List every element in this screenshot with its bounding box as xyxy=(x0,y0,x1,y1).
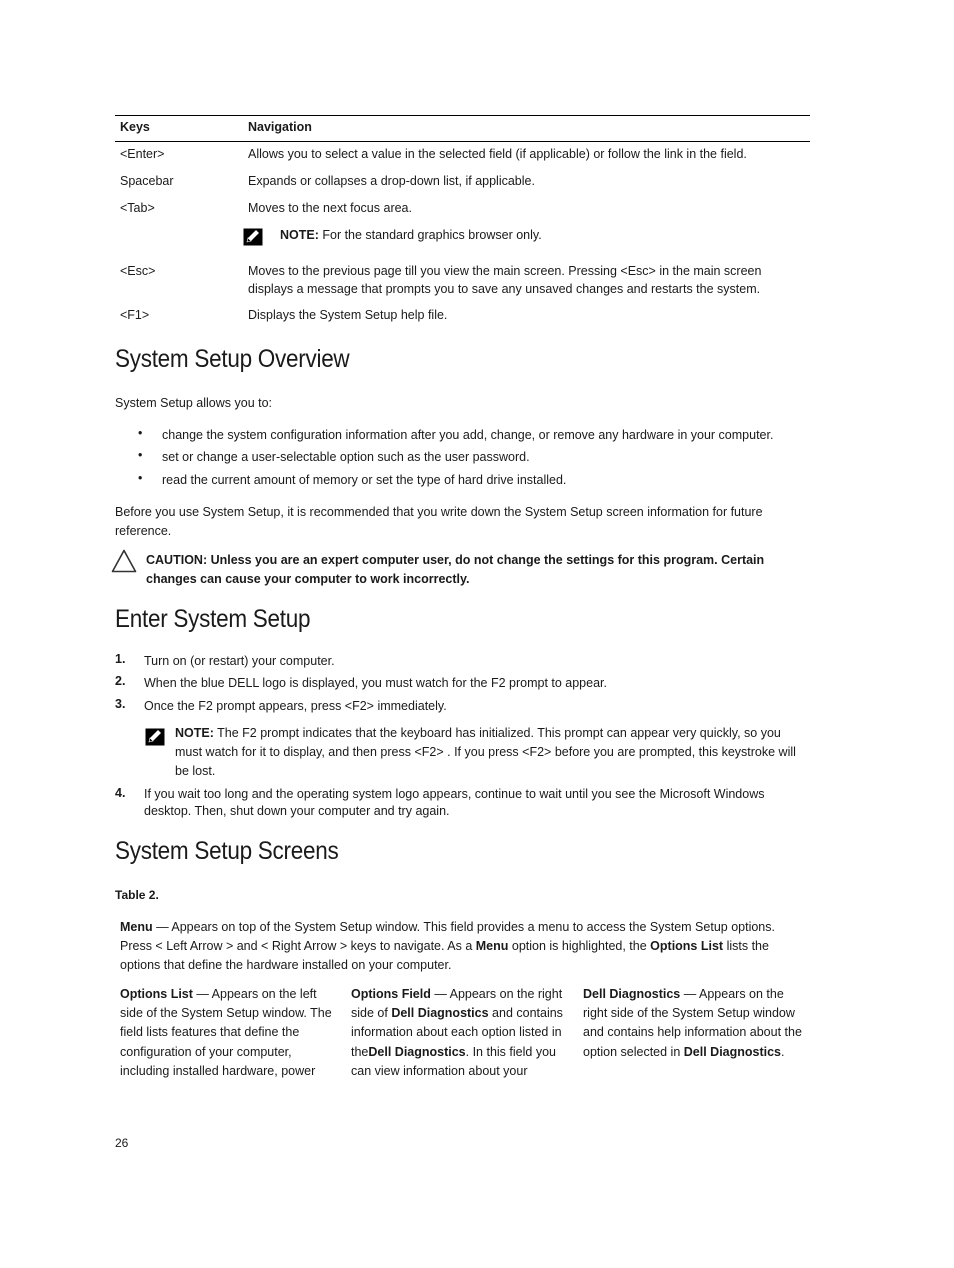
menu-text: lists the options that define the hardware installed on your computer. xyxy=(120,939,769,972)
bullet-marker: • xyxy=(138,426,143,440)
f2-note xyxy=(175,724,805,781)
table-row-nav: Moves to the previous page till you view the main screen. Pressing <Esc> in the main screen displays a message that prompts you to save any unsaved changes and restarts the system. xyxy=(248,264,762,296)
step-text: If you wait too long and the operating system logo appears, continue to wait until you see the Microsoft Windows desktop. Then, shut down your computer and try again. xyxy=(144,787,765,818)
options-field-label: Options Field xyxy=(351,987,431,1001)
column-text: and contains information about each option listed in the xyxy=(351,1006,563,1059)
page-number: 26 xyxy=(115,1136,129,1150)
note-label: NOTE: xyxy=(280,228,319,242)
column-text: — Appears on the right side of xyxy=(351,987,563,1021)
table-row-nav: Expands or collapses a drop-down list, if applicable. xyxy=(248,174,535,188)
bullet-marker: • xyxy=(138,448,143,462)
step-text: Turn on (or restart) your computer. xyxy=(144,654,335,668)
options-list-column xyxy=(120,985,342,1081)
step-text: Once the F2 prompt appears, press <F2> immediately. xyxy=(144,699,447,713)
list-item: read the current amount of memory or set the type of hard drive installed. xyxy=(162,473,567,487)
menu-text: option is highlighted, the xyxy=(508,939,651,953)
note-pencil-icon xyxy=(145,728,165,746)
table-header-navigation: Navigation xyxy=(248,120,312,134)
table-header-keys: Keys xyxy=(120,120,150,134)
dell-diagnostics-label: Dell Diagnostics xyxy=(583,987,681,1001)
menu-description xyxy=(120,918,808,975)
caution-text: CAUTION: Unless you are an expert computer user, do not change the settings for this program. Certain changes can cause your computer to work incorrectly. xyxy=(146,553,765,586)
options-field-column xyxy=(351,985,576,1081)
menu-label: Menu xyxy=(475,939,509,953)
step-number: 3. xyxy=(115,697,126,711)
table-row-key: <Esc> xyxy=(120,264,156,278)
list-item: change the system configuration information after you add, change, or remove any hardware in your computer. xyxy=(162,428,774,442)
table-top-rule xyxy=(115,115,810,116)
section-heading-enter: Enter System Setup xyxy=(115,605,311,633)
menu-label: Menu xyxy=(120,920,153,934)
note-text: The F2 prompt indicates that the keyboard has initialized. This prompt can appear very quickly, so you must watch for it to display, and then press <F2> . If you press <F2> before you are prompted, this keystroke will be lost. xyxy=(175,726,796,778)
column-text: — Appears on the right side of the System Setup window and contains help information about the option selected in xyxy=(583,987,802,1059)
step-number: 4. xyxy=(115,786,126,800)
table-label: Table 2. xyxy=(115,888,159,902)
note-label: NOTE: xyxy=(175,726,214,740)
caution-triangle-icon xyxy=(111,549,137,573)
note-text: For the standard graphics browser only. xyxy=(318,228,542,242)
column-text: . xyxy=(781,1044,785,1059)
column-text: — Appears on the left side of the System Setup window. The field lists features that define the configuration of your computer, including installed hardware, power xyxy=(120,987,332,1078)
overview-intro: System Setup allows you to: xyxy=(115,396,273,410)
table-row-nav: Moves to the next focus area. xyxy=(248,201,412,215)
table-row-key: <Tab> xyxy=(120,201,155,215)
step-number: 2. xyxy=(115,674,126,688)
dell-diagnostics-label: Dell Diagnostics xyxy=(368,1044,466,1059)
column-text: . In this field you can view information about your xyxy=(351,1044,556,1078)
list-item: set or change a user-selectable option such as the user password. xyxy=(162,450,530,464)
tab-note xyxy=(280,226,800,244)
step-number: 1. xyxy=(115,652,126,666)
table-row-key: Spacebar xyxy=(120,174,174,188)
bullet-marker: • xyxy=(138,471,143,485)
options-list-label: Options List xyxy=(120,987,193,1001)
table-row-nav: Allows you to select a value in the selected field (if applicable) or follow the link in the field. xyxy=(248,147,747,161)
step-text: When the blue DELL logo is displayed, you must watch for the F2 prompt to appear. xyxy=(144,676,607,690)
table-row-nav: Displays the System Setup help file. xyxy=(248,308,448,322)
note-pencil-icon xyxy=(243,228,263,246)
table-row-key: <Enter> xyxy=(120,147,165,161)
dell-diagnostics-column xyxy=(583,985,808,1062)
menu-text: — Appears on top of the System Setup window. This field provides a menu to access the System Setup options. Press < Left Arrow > and < Right Arrow > keys to navigate. As a xyxy=(120,920,775,953)
table-row-key: <F1> xyxy=(120,308,150,322)
overview-paragraph: Before you use System Setup, it is recommended that you write down the System Setup screen information for future reference. xyxy=(115,505,763,538)
dell-diagnostics-label: Dell Diagnostics xyxy=(683,1044,782,1059)
table-header-rule xyxy=(115,141,810,142)
section-heading-overview: System Setup Overview xyxy=(115,345,350,373)
section-heading-screens: System Setup Screens xyxy=(115,837,339,865)
dell-diagnostics-label: Dell Diagnostics xyxy=(391,1006,489,1021)
options-list-label: Options List xyxy=(650,939,724,953)
